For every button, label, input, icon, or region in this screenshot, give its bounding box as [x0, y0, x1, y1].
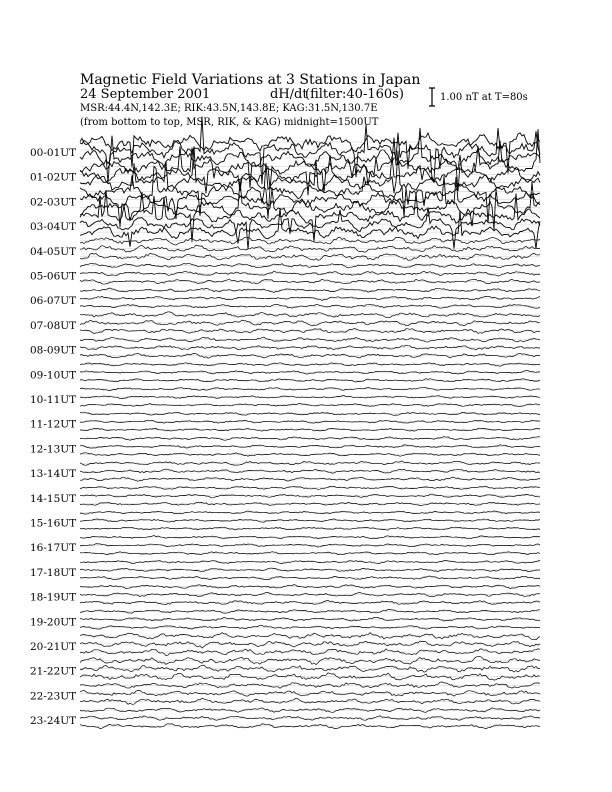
- row-label: 21-22UT: [30, 665, 77, 678]
- row-label: 01-02UT: [30, 171, 77, 184]
- row-label: 22-23UT: [30, 690, 77, 703]
- row-label: 16-17UT: [30, 542, 77, 555]
- hour-row: [30, 633, 540, 656]
- row-label: 19-20UT: [30, 616, 77, 629]
- trace-kag: [80, 237, 540, 245]
- row-label: 20-21UT: [30, 641, 77, 653]
- hour-row: [30, 363, 540, 382]
- row-label: 14-15UT: [30, 492, 77, 505]
- trace-msr: [80, 279, 540, 284]
- chart-title: Magnetic Field Variations at 3 Stations in Japan: [80, 72, 421, 88]
- hour-row: [30, 288, 540, 308]
- hour-row: [30, 337, 540, 358]
- row-label: 10-11UT: [30, 394, 77, 406]
- hour-row: [30, 263, 540, 284]
- row-label: 05-06UT: [30, 270, 77, 283]
- trace-kag: [80, 682, 540, 688]
- hour-row: [30, 585, 540, 605]
- row-label: 00-01UT: [30, 147, 77, 159]
- hour-row: [30, 312, 540, 334]
- chart-date: 24 September 2001: [80, 87, 211, 102]
- trace-rik: [80, 641, 540, 648]
- filter-label: (filter:40-160s): [305, 87, 404, 102]
- trace-rik: [80, 593, 540, 597]
- row-label: 07-08UT: [30, 319, 77, 332]
- row-label: 13-14UT: [30, 468, 77, 481]
- row-label: 23-24UT: [30, 715, 77, 728]
- hour-row: [30, 486, 540, 505]
- row-label: 06-07UT: [30, 295, 77, 308]
- trace-rik: [80, 296, 540, 300]
- trace-msr: [80, 673, 540, 680]
- hour-row: [30, 461, 540, 481]
- hour-row: [30, 657, 540, 681]
- hour-row: [30, 437, 540, 457]
- hour-row: [30, 536, 540, 555]
- row-label: 09-10UT: [30, 369, 77, 382]
- component-label: dH/dt: [270, 87, 308, 102]
- row-label: 18-19UT: [30, 591, 77, 604]
- hour-row: [30, 682, 540, 704]
- row-label: 03-04UT: [30, 221, 77, 234]
- row-label: 17-18UT: [30, 566, 77, 579]
- hour-row: [30, 129, 540, 219]
- hour-row: [30, 237, 540, 260]
- hour-row: [30, 708, 540, 729]
- row-label: 12-13UT: [30, 443, 77, 456]
- hour-row: [30, 412, 540, 431]
- scale-bar: [429, 88, 435, 106]
- row-label: 15-16UT: [30, 517, 77, 530]
- trace-msr: [80, 576, 540, 580]
- hour-row: [30, 388, 540, 407]
- row-label: 02-03UT: [30, 196, 77, 209]
- station-order-note: (from bottom to top, MSR, RIK, & KAG) midnight=1500UT: [80, 117, 379, 128]
- station-coordinates: MSR:44.4N,142.3E; RIK:43.5N,143.8E; KAG:31.5N,130.7E: [80, 103, 378, 114]
- row-label: 11-12UT: [30, 418, 77, 431]
- scale-bar-label: 1.00 nT at T=80s: [440, 92, 528, 103]
- row-label: 04-05UT: [30, 245, 77, 258]
- hour-row: [30, 560, 540, 579]
- hour-row: [30, 609, 540, 629]
- trace-kag: [80, 363, 540, 367]
- row-label: 08-09UT: [30, 344, 77, 357]
- trace-msr: [80, 208, 540, 248]
- hour-row: [30, 511, 540, 530]
